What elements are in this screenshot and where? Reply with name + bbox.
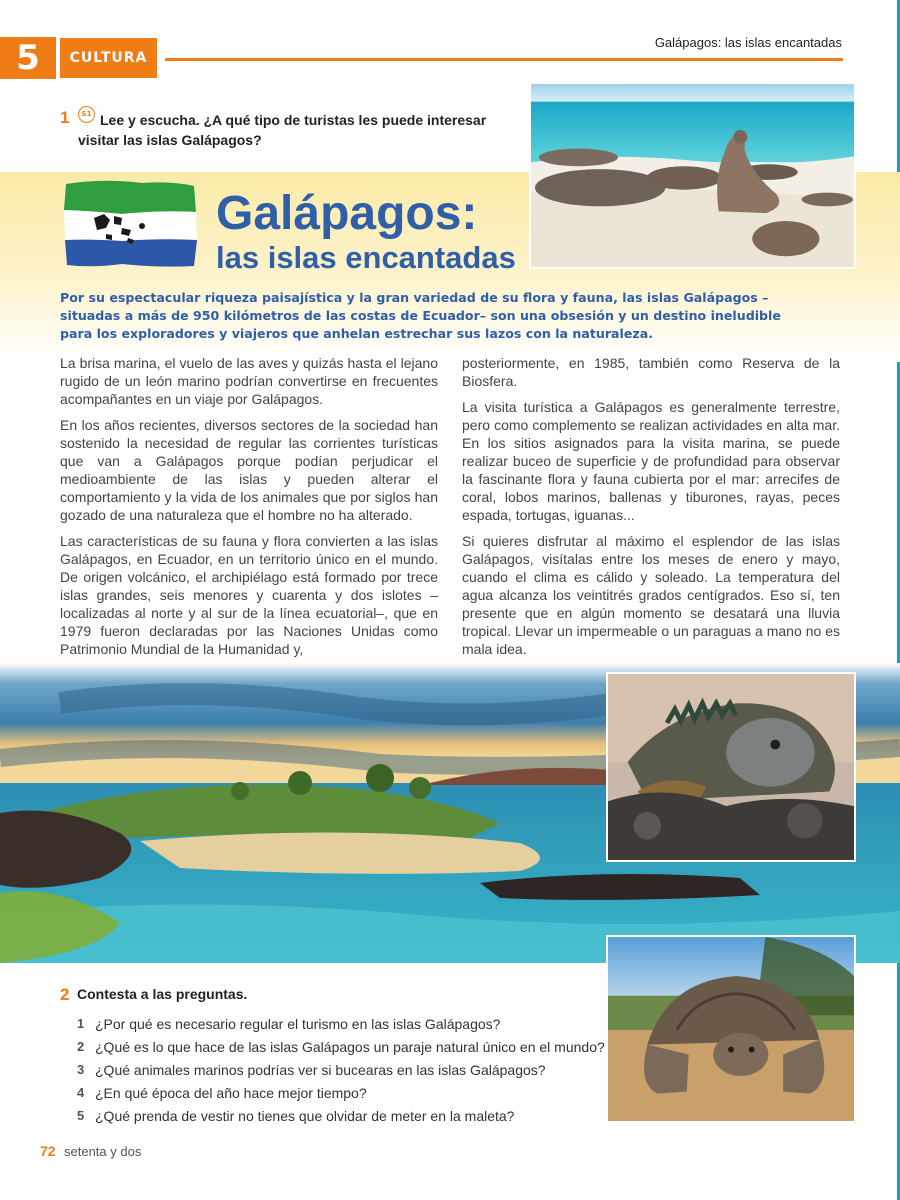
question-text: ¿Qué es lo que hace de las islas Galápagos un paraje natural único en el mundo? (95, 1039, 605, 1055)
galapagos-flag-illustration (62, 180, 200, 270)
paragraph: La visita turística a Galápagos es generalmente terrestre, pero como complemento se realizan actividades en alta mar. En los sitios asignados para la visita marina, se puede realizar buceo de superficie y de profundidad para observar la fascinante flora y fauna cubierta por el mar: arrecifes de coral, lobos marinos, ballenas y tiburones, rayas, peces espada, tortugas, iguanas... (462, 399, 840, 523)
activity-1-instruction: Lee y escucha. ¿A qué tipo de turistas les puede interesar visitar las islas Galápagos? (78, 112, 487, 148)
question-text: ¿En qué época del año hace mejor tiempo? (95, 1085, 367, 1101)
list-item (77, 1108, 605, 1131)
activity-1-number: 1 (60, 108, 70, 127)
article-column-right (462, 354, 840, 666)
question-number: 4 (77, 1085, 85, 1100)
page-number-words: setenta y dos (64, 1144, 142, 1159)
article-column-left (60, 354, 438, 666)
activity-2-instruction: Contesta a las preguntas. (77, 986, 248, 1002)
marine-iguana-photo (606, 672, 856, 862)
unit-number-badge: 5 (0, 37, 56, 79)
giant-tortoise-photo (606, 935, 856, 1123)
paragraph: Las características de su fauna y flora convierten a las islas Galápagos, en Ecuador, en un territorio único en el mundo. De origen volcánico, el archipiélago está formado por trece islas grandes, seis menores y cuarenta y dos islotes –localizadas al norte y al sur de la línea ecuatorial–, que en 1979 fueron declaradas por las Naciones Unidas como Patrimonio Mundial de la Humanidad y, (60, 533, 438, 657)
section-label: CULTURA (60, 38, 157, 78)
header-divider (165, 58, 843, 61)
question-number: 3 (77, 1062, 85, 1077)
list-item (77, 1039, 605, 1062)
paragraph: posteriormente, en 1985, también como Reserva de la Biosfera. (462, 355, 840, 389)
article-lead: Por su espectacular riqueza paisajística y la gran variedad de su flora y fauna, las islas Galápagos –situadas a más de 950 kilómetros de las costas de Ecuador– son una obsesión y un destino ineludible para los exploradores y viajeros que anhelan estrechar sus lazos con la naturaleza. (60, 290, 781, 341)
activity-2-number: 2 (60, 985, 70, 1004)
question-number: 2 (77, 1039, 85, 1054)
question-list (77, 1016, 605, 1131)
question-number: 1 (77, 1016, 85, 1031)
paragraph: La brisa marina, el vuelo de las aves y quizás hasta el lejano rugido de un león marino podrían convertirse en frecuentes acompañantes en un viaje por Galápagos. (60, 355, 438, 407)
question-text: ¿Qué prenda de vestir no tienes que olvidar de meter en la maleta? (95, 1108, 515, 1124)
page-number: 72 (40, 1143, 56, 1159)
article-title: Galápagos: (216, 187, 478, 240)
question-text: ¿Qué animales marinos podrías ver si bucearas en las islas Galápagos? (95, 1062, 546, 1078)
question-number: 5 (77, 1108, 85, 1123)
audio-track-icon[interactable]: S1 (78, 106, 95, 123)
list-item (77, 1062, 605, 1085)
article-subtitle: las islas encantadas (216, 240, 516, 275)
paragraph: En los años recientes, diversos sectores de la sociedad han sostenido la necesidad de regular las corrientes turísticas que van a Galápagos porque podían perjudicar el medioambiente de las islas y pueden alterar el comportamiento y la vida de los animales que por siglos han gozado de una naturaleza que el hombre no ha alterado. (60, 417, 438, 523)
list-item (77, 1016, 605, 1039)
question-text: ¿Por qué es necesario regular el turismo en las islas Galápagos? (95, 1016, 501, 1032)
list-item (77, 1085, 605, 1108)
running-head: Galápagos: las islas encantadas (654, 35, 842, 50)
sea-lions-photo (529, 82, 856, 269)
paragraph: Si quieres disfrutar al máximo el esplendor de las islas Galápagos, visítalas entre los meses de enero y mayo, cuando el clima es cálido y soleado. La temperatura del agua alcanza los veintitrés grados centígrados. Eso sí, ten presente que en algún momento se desatará una lluvia tropical. Llevar un impermeable o un paraguas a mano no es mala idea. (462, 533, 840, 657)
